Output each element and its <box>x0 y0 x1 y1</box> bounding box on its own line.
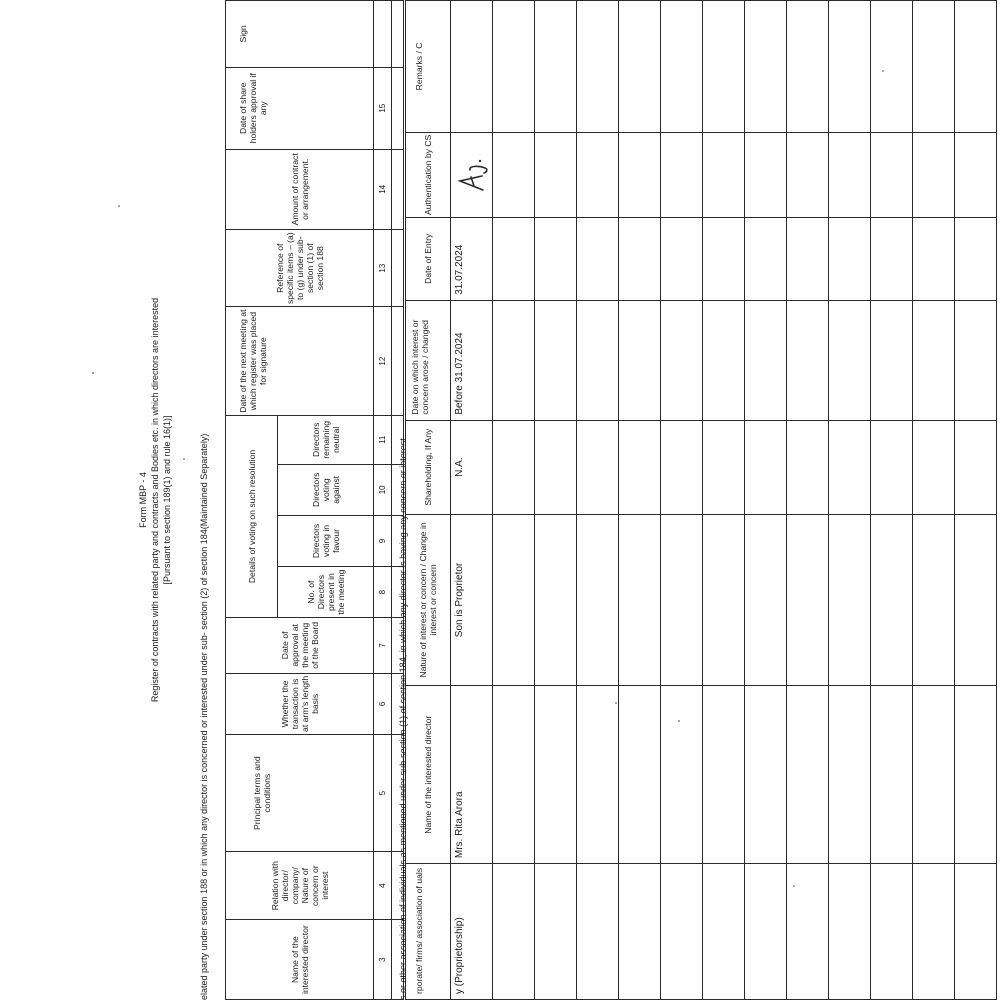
header-remarks: Remarks / C <box>406 1 451 133</box>
header-name-of-interested-director: Name of the interested director <box>406 686 451 864</box>
header-amount-of-contract: Amount of contract or arrangement. <box>226 149 374 229</box>
column-number: 8 <box>374 567 392 618</box>
table-row <box>787 1 829 1000</box>
column-number: 9 <box>374 515 392 566</box>
header-date-of-next-meeting: Date of the next meeting at which register was placed for signature <box>226 307 374 416</box>
table-row <box>913 1 955 1000</box>
header-directors-neutral: Directors remaining neutral <box>278 415 374 464</box>
header-signature: Sign <box>226 1 374 68</box>
form-number: Form MBP - 4 <box>138 472 148 528</box>
form-title: Register of contracts with related party and contracts and Bodies etc. in which directors are interested <box>150 297 160 703</box>
header-authentication-by-cs: Authentication by CS <box>406 132 451 217</box>
handwritten-initials <box>453 145 489 205</box>
part-b-heading: s or other association of individuals as mentioned under sub-section (1) of section 184, in which any director is having any concern or interest <box>398 438 408 1000</box>
form-pursuant-line: [Pursuant to section 189(1) and rule 16(1)] <box>162 415 172 585</box>
header-date-of-board-approval: Date of approval at the meeting of the Board <box>226 618 374 673</box>
column-number: 12 <box>374 307 392 416</box>
scan-speck <box>183 458 185 460</box>
header-reference-section-188: Reference of specific items – (a) to (g) under sub-section (1) of section 188 <box>226 230 374 307</box>
table-row <box>493 1 535 1000</box>
header-name-of-interested-director: Name of the interested director <box>226 920 374 1000</box>
date-of-entry: 31.07.2024 <box>451 217 493 300</box>
table-row <box>829 1 871 1000</box>
table-row <box>745 1 787 1000</box>
column-number: 10 <box>374 464 392 515</box>
header-principal-terms: Principal terms and conditions <box>226 735 374 852</box>
header-nature-of-interest: Nature of interest or concern / Change in interest or concern <box>406 514 451 686</box>
scan-speck <box>615 702 617 704</box>
scan-speck <box>793 885 795 887</box>
header-directors-in-favour: Directors voting in favour <box>278 515 374 566</box>
nature-of-interest: Son is Proprietor <box>451 514 493 686</box>
scan-speck <box>882 70 884 72</box>
scan-speck <box>678 720 680 722</box>
column-number: 4 <box>374 852 392 920</box>
table-row <box>451 1 493 1000</box>
header-date-of-entry: Date of Entry <box>406 217 451 300</box>
header-body-corporate: rporate/ firms/ association of uals <box>406 864 451 1000</box>
scan-speck <box>118 205 120 207</box>
table-row <box>619 1 661 1000</box>
table-row <box>871 1 913 1000</box>
header-voting-details: Details of voting on such resolution <box>226 415 278 617</box>
table-row <box>955 1 997 1000</box>
header-directors-present: No. of Directors present in the meeting <box>278 567 374 618</box>
column-number <box>374 1 392 68</box>
table-row <box>703 1 745 1000</box>
column-number: 11 <box>374 415 392 464</box>
column-number: 13 <box>374 230 392 307</box>
column-number-row <box>374 1 392 1000</box>
shareholding-value: N.A. <box>451 420 493 514</box>
table-row <box>535 1 577 1000</box>
table-row <box>577 1 619 1000</box>
remarks-value <box>451 1 493 133</box>
column-number: 14 <box>374 149 392 229</box>
part-a-heading: elated party under section 188 or in which any director is concerned or interested under sub- section (2) of section 184(Maintained Separately) <box>199 433 209 1000</box>
column-number: 7 <box>374 618 392 673</box>
column-number: 6 <box>374 673 392 735</box>
header-date-interest-arose: Date on which interest or concern arose / changed <box>406 300 451 420</box>
header-directors-against: Directors voting against <box>278 464 374 515</box>
header-relation-with-director: Relation with director/ company/ Nature of concern or interest <box>226 852 374 920</box>
column-number: 5 <box>374 735 392 852</box>
header-arms-length: Whether the transaction is at arm's length basis <box>226 673 374 735</box>
column-number: 3 <box>374 920 392 1000</box>
cs-authentication-signature <box>451 132 493 217</box>
director-interest-table <box>405 0 997 1000</box>
related-party-contracts-table <box>225 0 404 1000</box>
scan-speck <box>92 372 94 374</box>
date-interest-arose: Before 31.07.2024 <box>451 300 493 420</box>
body-corporate-name: y (Proprietorship) <box>451 864 493 1000</box>
interested-director-name: Mrs. Rita Arora <box>451 686 493 864</box>
column-number: 15 <box>374 67 392 149</box>
table-row <box>661 1 703 1000</box>
header-shareholding: Shareholding, If Any <box>406 420 451 514</box>
header-shareholders-approval-date: Date of share holders approval if any <box>226 67 374 149</box>
